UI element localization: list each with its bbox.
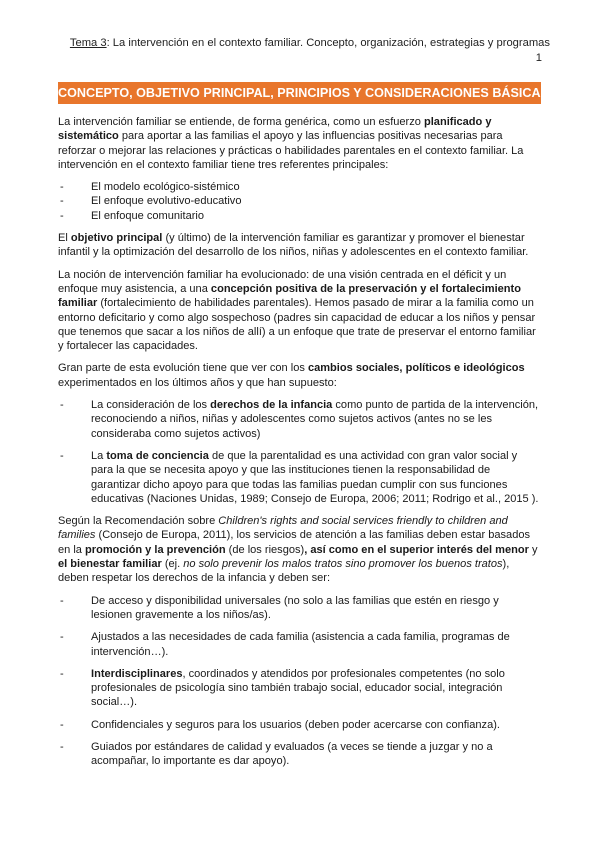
- list-item: - Confidenciales y seguros para los usuarios (deben poder acercarse con confianza).: [58, 718, 541, 732]
- paragraph-definition: La intervención familiar se entiende, de forma genérica, como un esfuerzo planificado y sistemático para aportar a las familias el apoyo y las influencias positivas necesarias para reforzar o mejorar las relaciones y prácticas o habilidades parentales en el contexto familiar. La intervención en el contexto familiar tiene tres referentes principales:: [58, 116, 524, 171]
- list-item: - De acceso y disponibilidad universales (no solo a las familias que estén en riesgo y lesionen gravemente a los niños/as).: [58, 594, 541, 623]
- topic-title: : La intervención en el contexto familiar. Concepto, organización, estrategias y programas: [106, 37, 550, 49]
- paragraph-changes: Gran parte de esta evolución tiene que ver con los cambios sociales, políticos e ideológicos experimentados en los últimos años y que han supuesto:: [58, 362, 525, 389]
- list-item: - Ajustados a las necesidades de cada familia (asistencia a cada familia, programas de intervención…).: [58, 630, 541, 659]
- list-item: - Guiados por estándares de calidad y evaluados (a veces se tiende a juzgar y no a acompañar, lo importante es dar apoyo).: [58, 740, 541, 769]
- section-heading: CONCEPTO, OBJETIVO PRINCIPAL, PRINCIPIOS Y CONSIDERACIONES BÁSICAS: [58, 82, 541, 104]
- list-item: - Interdisciplinares, coordinados y atendidos por profesionales competentes (no solo profesionales de psicología sino también trabajo social, educador social, integración social…).: [58, 667, 541, 710]
- list-item: - La consideración de los derechos de la infancia como punto de partida de la intervención, reconociendo a niños, niñas y adolescentes como sujetos activos (antes no se les consideraba como sujetos activos): [58, 398, 541, 441]
- list-item: - El modelo ecológico-sistémico: [58, 180, 541, 194]
- changes-list: [58, 398, 541, 506]
- paragraph-objective: El objetivo principal (y último) de la intervención familiar es garantizar y promover el bienestar infantil y la optimización del desarrollo de los niños, niñas y adolescentes en el contexto familiar.: [58, 232, 529, 259]
- referents-list: [58, 180, 541, 223]
- list-item: - El enfoque evolutivo-educativo: [58, 194, 541, 208]
- list-item: - El enfoque comunitario: [58, 209, 541, 223]
- list-item: - La toma de conciencia de que la parentalidad es una actividad con gran valor social y para la que se necesita apoyo y que las instituciones tienen la responsabilidad de garantizar dicho apoyo para que todas las familias puedan cumplir con sus funciones educativas (Naciones Unidas, 1989; Consejo de Europa, 2006; 2011; Rodrigo et al., 2015 ).: [58, 449, 541, 506]
- running-header: [40, 36, 550, 50]
- topic-link[interactable]: Tema 3: [69, 37, 107, 49]
- services-list: [58, 594, 541, 769]
- paragraph-recommendation: Según la Recomendación sobre Children's rights and social services friendly to children and families (Consejo de Europa, 2011), los servicios de atención a las familias deben estar basados en la promoción y la prevención (de los riesgos), así como en el superior interés del menor y el bienestar familiar (ej. no solo prevenir los malos tratos sino promover los buenos tratos), deben respetar los derechos de la infancia y deben ser:: [58, 515, 538, 585]
- document-body: [58, 115, 541, 777]
- paragraph-evolution: La noción de intervención familiar ha evolucionado: de una visión centrada en el déficit y un enfoque muy asistencia, a una concepción positiva de la preservación y el fortalecimiento familiar (fortalecimiento de habilidades parentales). Hemos pasado de mirar a la familia como un entorno deficitario y como algo sospechoso (padres sin capacidad de educar a los niños y pensar que tenemos que sacar a los niños de allí) a un enfoque que trate de preservar el entorno familiar y fortalecer las capacidades.: [58, 268, 536, 353]
- page-number: 1: [535, 52, 542, 64]
